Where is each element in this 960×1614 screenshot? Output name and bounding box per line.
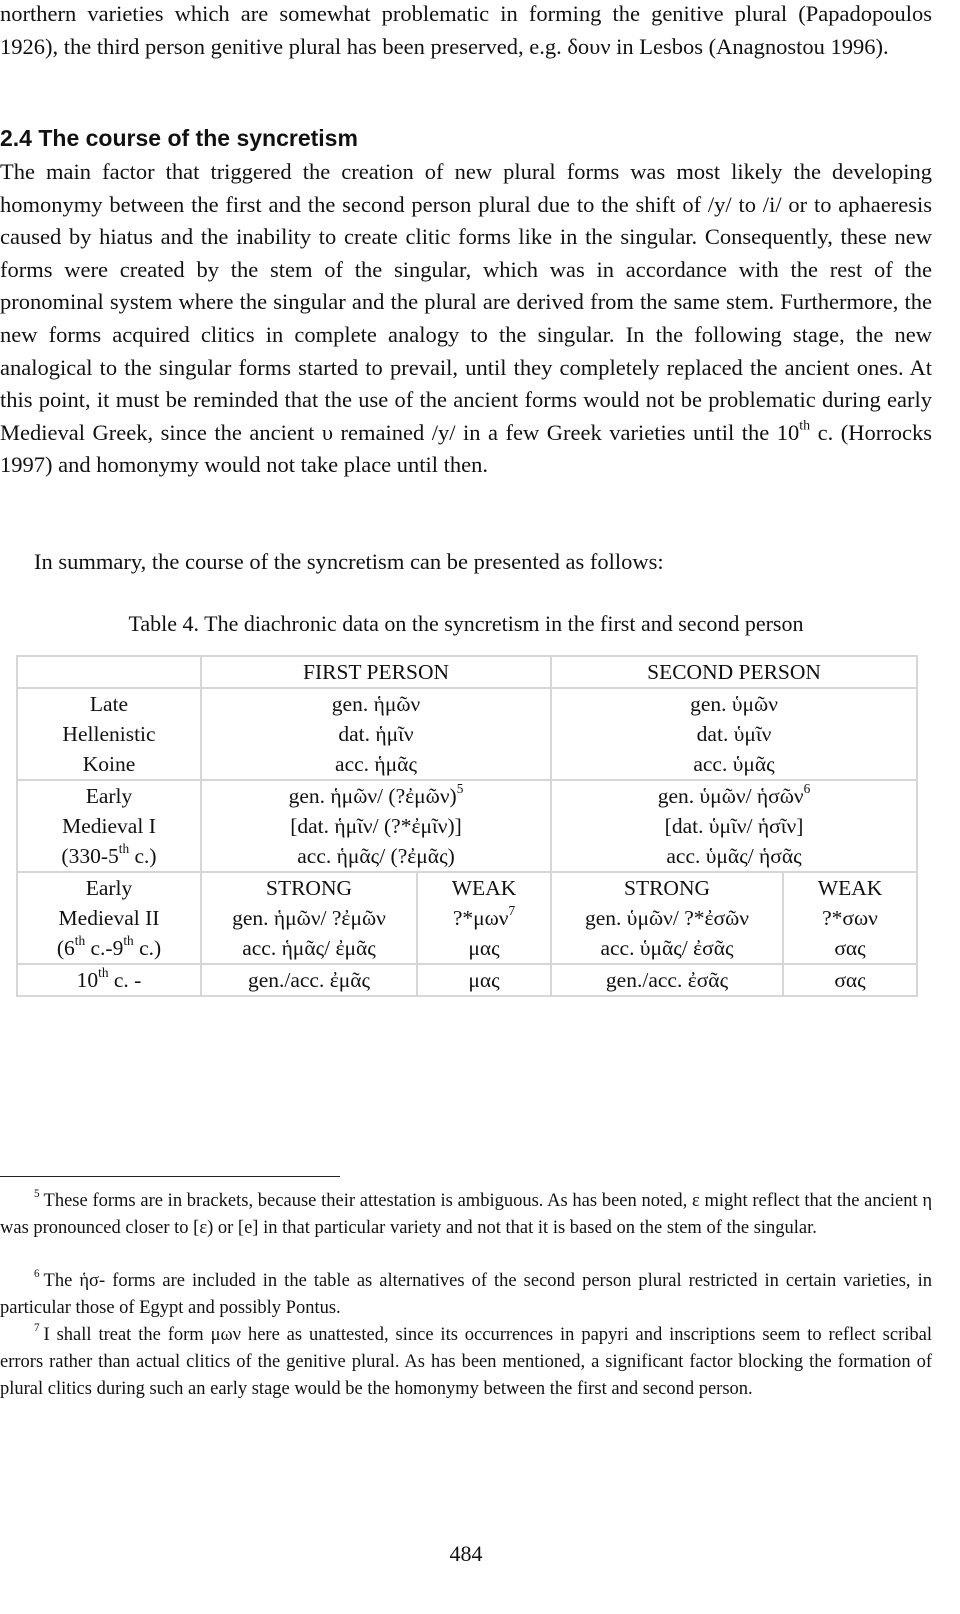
form-line: dat. ἡμῖν — [338, 722, 414, 746]
period-superscript: th — [74, 933, 86, 949]
period-cell — [17, 780, 201, 872]
form-line: gen. ἡμῶν/ ?ἐμῶν — [232, 906, 386, 930]
form-line: [dat. ὑμῖν/ ἡσῖν] — [664, 814, 804, 838]
period-line — [18, 933, 200, 963]
period-line: Early — [85, 784, 133, 808]
strong-label: STRONG — [624, 876, 711, 900]
footnote-text: The ἡσ- forms are included in the table as alternatives of the second person plural restricted in certain varieties, in particular those of Egypt and possibly Pontus. — [0, 1271, 932, 1318]
period-line: Late — [89, 692, 129, 716]
period-text: c.) — [133, 936, 162, 960]
period-line: Medieval II — [58, 906, 160, 930]
form-line: gen. ὑμῶν/ ?*ἐσῶν — [585, 906, 749, 930]
body-text-part1: The main factor that triggered the creation of new plural forms was most likely the developing homonymy between the first and the second person plural due to the shift of /y/ to /i/ or to aphaeresis caused by hiatus and the inability to create clitic forms like in the singular. Consequently, these new forms were created by the stem of the singular, which was in accordance with the rest of the pronominal system where the singular and the plural are derived from the same stem. Furthermore, the new forms acquired clitics in complete analogy to the singular. In the following stage, the new analogical to the singular forms started to prevail, until they completely replaced the ancient ones. At this point, it must be reminded that the use of the ancient forms would not be problematic during early Medieval Greek, since the ancient υ remained /y/ in a few Greek varieties until the 10 — [0, 159, 932, 445]
second-strong-cell — [551, 872, 783, 964]
form-line — [418, 903, 550, 933]
footnote-ref-5: 5 — [456, 781, 464, 797]
footnote-text: These forms are in brackets, because their attestation is ambiguous. As has been noted, ε might reflect that the ancient η was pronounced closer to [ε) or [e] in that particular variety and not that it is based on the stem of the singular. — [0, 1191, 932, 1238]
footnote — [0, 1188, 932, 1242]
footnote-ref-7: 7 — [508, 903, 516, 919]
body-superscript: th — [799, 418, 811, 434]
body-text-part2: c. (Horrocks 1997) and homonymy would not take place until then. — [0, 419, 932, 478]
table-row — [17, 780, 917, 872]
form-line — [552, 781, 916, 811]
summary-paragraph: In summary, the course of the syncretism can be presented as follows: — [34, 549, 664, 574]
second-person-cell — [551, 780, 917, 872]
period-line: Koine — [82, 752, 136, 776]
form-text: ?*μων — [452, 906, 509, 930]
form-line: ?*σων — [822, 906, 878, 930]
first-strong-cell — [201, 872, 417, 964]
period-line: Early — [85, 876, 133, 900]
form-line — [202, 781, 550, 811]
period-line: Medieval I — [62, 814, 156, 838]
form-line: acc. ἡμᾶς/ (?ἐμᾶς) — [297, 844, 455, 868]
period-text: 10 — [76, 968, 99, 992]
footnote-number: 5 — [34, 1188, 40, 1201]
form-line: gen. ὑμῶν — [690, 692, 778, 716]
footnote-separator — [0, 1176, 340, 1177]
table-caption: Table 4. The diachronic data on the syncretism in the first and second person — [128, 611, 804, 636]
form-line: acc. ἡμᾶς/ ἐμᾶς — [242, 936, 376, 960]
second-strong-cell: gen./acc. ἐσᾶς — [551, 964, 783, 996]
form-line: acc. ὑμᾶς — [693, 752, 775, 776]
form-line: σας — [834, 936, 866, 960]
header-empty-cell — [17, 656, 201, 688]
table-row — [17, 688, 917, 780]
form-line: dat. ὑμῖν — [696, 722, 772, 746]
period-text: c.-9 — [85, 936, 124, 960]
first-person-cell — [201, 688, 551, 780]
period-cell — [17, 964, 201, 996]
form-line: acc. ὑμᾶς/ ἐσᾶς — [600, 936, 734, 960]
table-row — [17, 964, 917, 996]
page-number: 484 — [449, 1541, 483, 1566]
footnote — [0, 1322, 932, 1403]
period-line — [18, 841, 200, 871]
footnote-number: 7 — [34, 1322, 40, 1335]
period-line: Hellenistic — [62, 722, 156, 746]
second-weak-cell: σας — [783, 964, 917, 996]
form-line: acc. ἡμᾶς — [335, 752, 417, 776]
form-text: gen. ἡμῶν/ (?ἐμῶν) — [288, 784, 457, 808]
footnote-text: I shall treat the form μων here as unattested, since its occurrences in papyri and inscriptions seem to reflect scribal errors rather than actual clitics of the genitive plural. As has been mentioned, a significant factor blocking the formation of plural clitics during such an early stage would be the homonymy between the first and second person. — [0, 1325, 932, 1399]
weak-label: WEAK — [451, 876, 517, 900]
header-second-person: SECOND PERSON — [551, 656, 917, 688]
section-body-paragraph — [0, 156, 932, 482]
syncretism-table — [16, 655, 918, 997]
period-text: c.) — [129, 844, 157, 868]
footnote-number: 6 — [34, 1268, 40, 1281]
period-cell — [17, 688, 201, 780]
table-row — [17, 872, 917, 964]
weak-label: WEAK — [817, 876, 883, 900]
table-header-row — [17, 656, 917, 688]
period-text: (6 — [56, 936, 75, 960]
period-text: (330-5 — [61, 844, 119, 868]
first-person-cell — [201, 780, 551, 872]
footnote — [0, 1268, 932, 1322]
section-heading: 2.4 The course of the syncretism — [0, 125, 358, 151]
strong-label: STRONG — [265, 876, 352, 900]
form-line: gen. ἡμῶν — [331, 692, 421, 716]
period-superscript: th — [98, 965, 109, 981]
period-superscript: th — [123, 933, 134, 949]
second-person-cell — [551, 688, 917, 780]
second-weak-cell — [783, 872, 917, 964]
paragraph-continuation: northern varieties which are somewhat problematic in forming the genitive plural (Papadopoulos 1926), the third person genitive plural has been preserved, e.g. δουν in Lesbos (Anagnostou 1996). — [0, 1, 932, 59]
form-line: μας — [468, 936, 500, 960]
footnote-ref-6: 6 — [803, 781, 811, 797]
header-first-person: FIRST PERSON — [201, 656, 551, 688]
form-text: gen. ὑμῶν/ ἡσῶν — [657, 784, 804, 808]
period-text: c. - — [108, 968, 142, 992]
period-cell — [17, 872, 201, 964]
form-line: [dat. ἡμῖν/ (?*ἐμῖν)] — [290, 814, 462, 838]
period-superscript: th — [118, 841, 130, 857]
first-weak-cell — [417, 872, 551, 964]
form-line: acc. ὑμᾶς/ ἡσᾶς — [666, 844, 802, 868]
first-weak-cell: μας — [417, 964, 551, 996]
first-strong-cell: gen./acc. ἐμᾶς — [201, 964, 417, 996]
